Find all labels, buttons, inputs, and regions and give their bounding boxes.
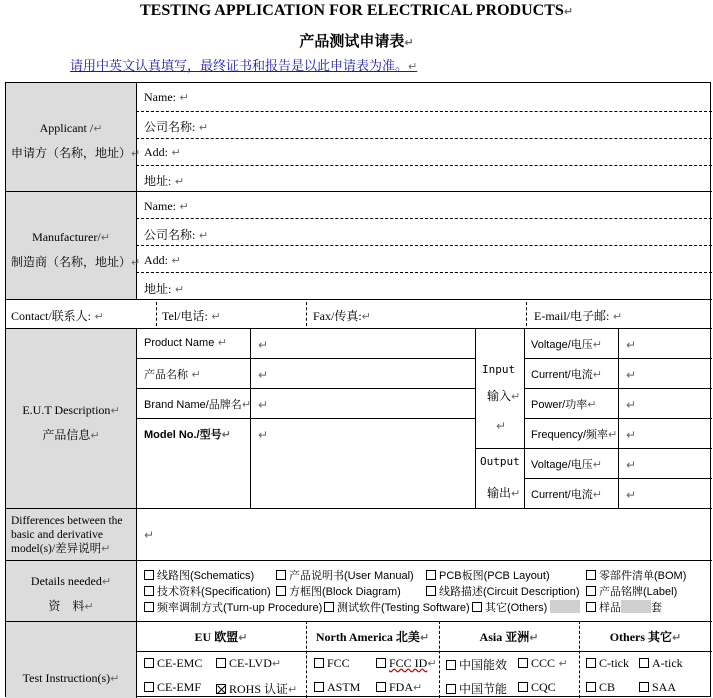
region-others: Others 其它↵ (609, 630, 682, 644)
applicant-name-field[interactable]: Name: ↵ (144, 90, 189, 104)
checkbox-icon[interactable] (586, 586, 596, 596)
checkbox-icon[interactable] (518, 658, 528, 668)
applicant-label-cn: 申请方（名称，地址）↵ (11, 146, 141, 160)
applicant-label-en: Applicant /↵ (39, 121, 103, 135)
region-eu: EU 欧盟↵ (194, 630, 248, 644)
details-label-cn: 资 料↵ (48, 599, 94, 613)
specification-option[interactable]: 技术资料(Specification) (144, 583, 271, 599)
cqc-option[interactable]: CQC (518, 680, 556, 695)
input-power-value[interactable]: ↵ (626, 398, 637, 412)
user-manual-option[interactable]: 产品说明书(User Manual) (276, 567, 414, 583)
checkbox-icon[interactable] (446, 684, 456, 694)
applicant-company-field[interactable]: 公司名称: ↵ (144, 120, 209, 134)
checkbox-icon[interactable] (586, 602, 596, 612)
applicant-address-cn-field[interactable]: 地址: ↵ (144, 174, 185, 188)
checkbox-icon[interactable] (426, 570, 436, 580)
sample-option[interactable]: 样品 套 (586, 599, 662, 615)
fda-option[interactable]: FDA↵ (376, 680, 422, 695)
fcc-option[interactable]: FCC (314, 656, 350, 671)
others-input[interactable] (550, 600, 580, 613)
output-label-cn: 输出↵ (487, 486, 521, 500)
details-label-en: Details needed↵ (30, 574, 112, 588)
fcc-id-option[interactable]: FCC ID↵ (376, 656, 437, 671)
checkbox-icon[interactable] (144, 586, 154, 596)
checkbox-icon[interactable] (144, 602, 154, 612)
product-name-label: Product Name ↵ (144, 336, 228, 349)
circuit-description-option[interactable]: 线路描述(Circuit Description) (426, 583, 580, 599)
input-label-cn: 输入↵ (487, 389, 521, 403)
fax-field[interactable]: Fax/传真:↵ (313, 309, 371, 323)
contact-field[interactable]: Contact/联系人: ↵ (11, 309, 104, 323)
form-title-en: TESTING APPLICATION FOR ELECTRICAL PRODUCTS↵ (140, 2, 573, 19)
model-no-value[interactable]: ↵ (258, 428, 269, 442)
checkbox-icon[interactable] (586, 658, 596, 668)
email-field[interactable]: E-mail/电子邮: ↵ (534, 309, 623, 323)
output-voltage-label: Voltage/电压↵ (531, 458, 602, 471)
product-name-cn-value[interactable]: ↵ (258, 368, 269, 382)
others-option[interactable]: 其它(Others) (472, 599, 580, 615)
manufacturer-company-field[interactable]: 公司名称: ↵ (144, 228, 209, 242)
checkbox-icon[interactable] (144, 658, 154, 668)
checkbox-icon[interactable] (324, 602, 334, 612)
applicant-address-en-field[interactable]: Add: ↵ (144, 145, 181, 159)
ccc-option[interactable]: CCC ↵ (518, 656, 568, 671)
checked-checkbox-icon[interactable] (216, 684, 226, 694)
testing-software-option[interactable]: 测试软件(Testing Software) (324, 599, 470, 615)
turnup-procedure-option[interactable]: 频率调制方式(Turn-up Procedure) (144, 599, 322, 615)
manufacturer-name-field[interactable]: Name: ↵ (144, 199, 189, 213)
checkbox-icon[interactable] (426, 586, 436, 596)
output-voltage-value[interactable]: ↵ (626, 458, 637, 472)
test-instruction-label: Test Instruction(s)↵ (22, 671, 120, 685)
checkbox-icon[interactable] (446, 660, 456, 670)
model-no-label: Model No./型号↵ (144, 428, 231, 441)
manufacturer-address-cn-field[interactable]: 地址: ↵ (144, 282, 185, 296)
brand-name-value[interactable]: ↵ (258, 398, 269, 412)
checkbox-icon[interactable] (144, 570, 154, 580)
output-current-label: Current/电流↵ (531, 488, 602, 501)
eut-label-cn: 产品信息↵ (42, 428, 100, 442)
saa-option[interactable]: SAA (639, 680, 676, 695)
tel-field[interactable]: Tel/电话: ↵ (162, 309, 221, 323)
c-tick-option[interactable]: C-tick (586, 656, 629, 671)
checkbox-icon[interactable] (586, 570, 596, 580)
manufacturer-address-en-field[interactable]: Add: ↵ (144, 253, 181, 267)
input-power-label: Power/功率↵ (531, 398, 597, 411)
china-energy-option[interactable]: 中国能效 (446, 656, 507, 673)
product-name-cn-label: 产品名称 ↵ (144, 368, 201, 381)
input-label-en: Input (482, 363, 516, 376)
manufacturer-label-en: Manufacturer/↵ (32, 230, 110, 244)
label-option[interactable]: 产品铭牌(Label) (586, 583, 677, 599)
ce-lvd-option[interactable]: CE-LVD↵ (216, 656, 281, 671)
input-voltage-value[interactable]: ↵ (626, 338, 637, 352)
differences-label: Differences between the basic and derivative model(s)/差异说明↵ (11, 515, 123, 555)
checkbox-icon[interactable] (314, 658, 324, 668)
application-form: Applicant /↵ 申请方（名称，地址）↵ Name: ↵ 公司名称: ↵ Add: ↵ 地址: ↵ Manufacturer/↵ 制造商（名称，地址）↵ Name: ↵ 公司名称: ↵ Add: ↵ 地址: ↵ Contact/联系人: ↵ Tel/电话: ↵ Fax/传真:↵ E-mail/电子邮: ↵ E.U.T Description↵ 产品信息↵ Product Name ↵ 产品名称 ↵ Brand Name/品牌名↵ Model No./型号↵ ↵ ↵ ↵ ↵ Input 输入↵ ↵ Output 输出↵ Voltage/电压↵ Current/电流↵ Power/功率↵ Frequency/频率↵ Voltage/电压↵ Current/电流↵ ↵ ↵ ↵ ↵ ↵ ↵ Differences between the basic and derivative model(s)/差异说明↵ ↵ Details needed↵ 资 料↵ 线路图(Schematics) 产品说明书(User Manual) PCB板图(PCB Layout) 零部件清单(BOM) 技术资料(Specification) 方框图(Block Diagram) 线路描述(Circuit Description) 产品铭牌(Label) 频率调制方式(Turn-up Procedure) 测试软件(Testing Software) 其它(Others) 样品 套 Test Instruction(s)↵ EU 欧盟↵ North America 北美↵ Asia 亚洲↵ Others 其它↵ CE-EMC CE-LVD↵ FCC FCC ID↵ 中国能效 CCC ↵ C-tick A-tick CE-EMF ROHS 认证↵ ASTM FDA↵ 中国节能 CQC CB SAA (5, 82, 711, 697)
bom-option[interactable]: 零部件清单(BOM) (586, 567, 686, 583)
differences-value[interactable]: ↵ (144, 528, 155, 542)
input-current-label: Current/电流↵ (531, 368, 602, 381)
checkbox-icon[interactable] (472, 602, 482, 612)
output-label-en: Output (480, 455, 520, 468)
region-asia: Asia 亚洲↵ (479, 630, 539, 644)
input-current-value[interactable]: ↵ (626, 368, 637, 382)
a-tick-option[interactable]: A-tick (639, 656, 683, 671)
eut-label-en: E.U.T Description↵ (22, 403, 120, 417)
block-diagram-option[interactable]: 方框图(Block Diagram) (276, 583, 401, 599)
rohs-option[interactable]: ROHS 认证↵ (216, 680, 297, 697)
input-frequency-label: Frequency/频率↵ (531, 428, 618, 441)
sample-quantity-input[interactable] (621, 600, 651, 613)
ce-emf-option[interactable]: CE-EMF (144, 680, 201, 695)
output-current-value[interactable]: ↵ (626, 488, 637, 502)
instruction-note: 请用中英文认真填写，最终证书和报告是以此申请表为准。↵ (70, 58, 418, 73)
checkbox-icon[interactable] (276, 586, 286, 596)
input-frequency-value[interactable]: ↵ (626, 428, 637, 442)
manufacturer-label-cn: 制造商（名称，地址）↵ (11, 255, 141, 269)
checkbox-icon[interactable] (376, 658, 386, 668)
china-energy-saving-option[interactable]: 中国节能 (446, 680, 507, 697)
ce-emc-option[interactable]: CE-EMC (144, 656, 202, 671)
cb-option[interactable]: CB (586, 680, 615, 695)
checkbox-icon[interactable] (216, 658, 226, 668)
input-voltage-label: Voltage/电压↵ (531, 338, 602, 351)
product-name-value[interactable]: ↵ (258, 338, 269, 352)
form-title-cn: 产品测试申请表↵ (299, 34, 414, 50)
brand-name-label: Brand Name/品牌名↵ (144, 398, 252, 411)
astm-option[interactable]: ASTM (314, 680, 360, 695)
region-north-america: North America 北美↵ (315, 630, 430, 644)
checkbox-icon[interactable] (276, 570, 286, 580)
pcb-layout-option[interactable]: PCB板图(PCB Layout) (426, 567, 550, 583)
checkbox-icon[interactable] (639, 658, 649, 668)
schematics-option[interactable]: 线路图(Schematics) (144, 567, 254, 583)
